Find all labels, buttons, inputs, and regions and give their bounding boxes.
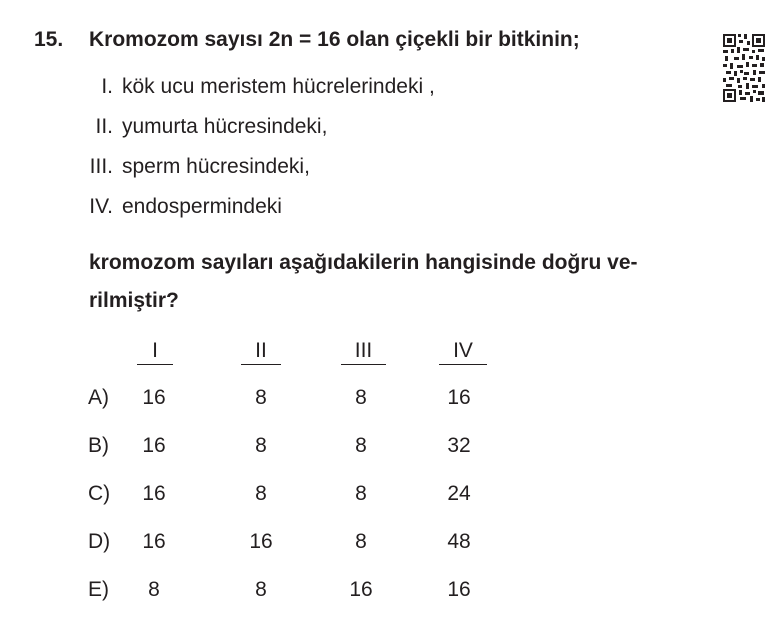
column-header-iii: III [341,339,386,365]
column-header-iv: IV [439,339,487,365]
statement-roman: IV. [89,195,113,218]
option-e-label[interactable]: E) [88,578,109,601]
option-e-value-i: 8 [148,578,160,601]
option-e-value-iv: 16 [447,578,471,601]
option-c-value-iii: 8 [355,482,367,505]
statement-text: endospermindeki [122,195,282,218]
option-d-value-ii: 16 [249,530,273,553]
option-c-value-i: 16 [142,482,166,505]
statement-2 [0,115,600,141]
option-c-label[interactable]: C) [88,482,111,505]
option-d-label[interactable]: D) [88,530,111,553]
statement-text: yumurta hücresindeki, [122,115,328,138]
question-stem: Kromozom sayısı 2n = 16 olan çiçekli bir bitkinin; [89,28,580,51]
question-prompt-line-2: rilmiştir? [89,289,179,312]
option-a-value-i: 16 [142,386,166,409]
option-b-value-iv: 32 [447,434,471,457]
question-prompt-line-1: kromozom sayıları aşağıdakilerin hangisinde doğru ve- [89,251,638,274]
statement-roman: III. [89,155,113,178]
statement-roman: I. [101,75,113,98]
option-a-value-iii: 8 [355,386,367,409]
option-b-value-ii: 8 [255,434,267,457]
option-a-value-iv: 16 [447,386,471,409]
statement-text: sperm hücresindeki, [122,155,310,178]
option-c-value-ii: 8 [255,482,267,505]
question-prompt [89,244,729,320]
option-d-value-i: 16 [142,530,166,553]
option-a-label[interactable]: A) [88,386,109,409]
qr-code-icon [722,33,765,103]
option-b-label[interactable]: B) [88,434,109,457]
column-header-i: I [137,339,173,365]
statement-1 [0,75,600,101]
option-b-value-iii: 8 [355,434,367,457]
statement-4 [0,195,600,221]
option-e-value-iii: 16 [349,578,373,601]
option-a-value-ii: 8 [255,386,267,409]
option-e-value-ii: 8 [255,578,267,601]
statement-3 [0,155,600,181]
column-header-ii: II [241,339,281,365]
option-d-value-iii: 8 [355,530,367,553]
statement-roman: II. [95,115,113,138]
option-b-value-i: 16 [142,434,166,457]
question-number: 15. [34,28,64,51]
statement-text: kök ucu meristem hücrelerindeki , [122,75,435,98]
option-d-value-iv: 48 [447,530,471,553]
option-c-value-iv: 24 [447,482,471,505]
